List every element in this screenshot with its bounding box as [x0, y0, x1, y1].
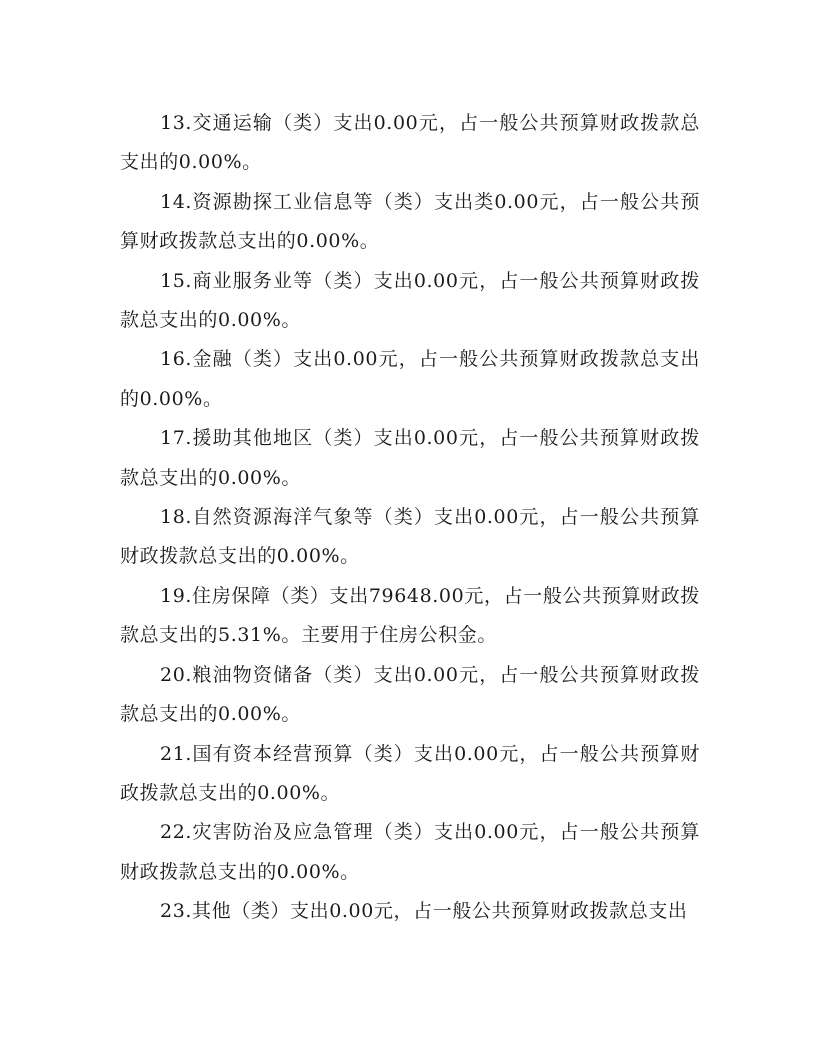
paragraph-item-21: 21.国有资本经营预算（类）支出0.00元，占一般公共预算财政拨款总支出的0.00%。 [120, 742, 700, 804]
paragraph-item-20: 20.粮油物资储备（类）支出0.00元，占一般公共预算财政拨款总支出的0.00%。 [120, 663, 700, 726]
paragraph-item-13: 13.交通运输（类）支出0.00元，占一般公共预算财政拨款总支出的0.00%。 [120, 112, 700, 174]
paragraph-item-18: 18.自然资源海洋气象等（类）支出0.00元，占一般公共预算财政拨款总支出的0.00%。 [120, 506, 700, 568]
paragraph-item-17: 17.援助其他地区（类）支出0.00元，占一般公共预算财政拨款总支出的0.00%。 [120, 427, 700, 489]
paragraph-item-23: 23.其他（类）支出0.00元，占一般公共预算财政拨款总支出 [160, 900, 688, 923]
document-body [120, 104, 700, 932]
paragraph-item-19: 19.住房保障（类）支出79648.00元，占一般公共预算财政拨款总支出的5.31%。主要用于住房公积金。 [120, 584, 700, 647]
paragraph-item-22: 22.灾害防治及应急管理（类）支出0.00元，占一般公共预算财政拨款总支出的0.00%。 [120, 821, 700, 883]
paragraph-item-16: 16.金融（类）支出0.00元，占一般公共预算财政拨款总支出的0.00%。 [120, 348, 700, 410]
paragraph-item-14: 14.资源勘探工业信息等（类）支出类0.00元，占一般公共预算财政拨款总支出的0.00%。 [120, 190, 700, 253]
paragraph-item-15: 15.商业服务业等（类）支出0.00元，占一般公共预算财政拨款总支出的0.00%。 [120, 269, 700, 332]
